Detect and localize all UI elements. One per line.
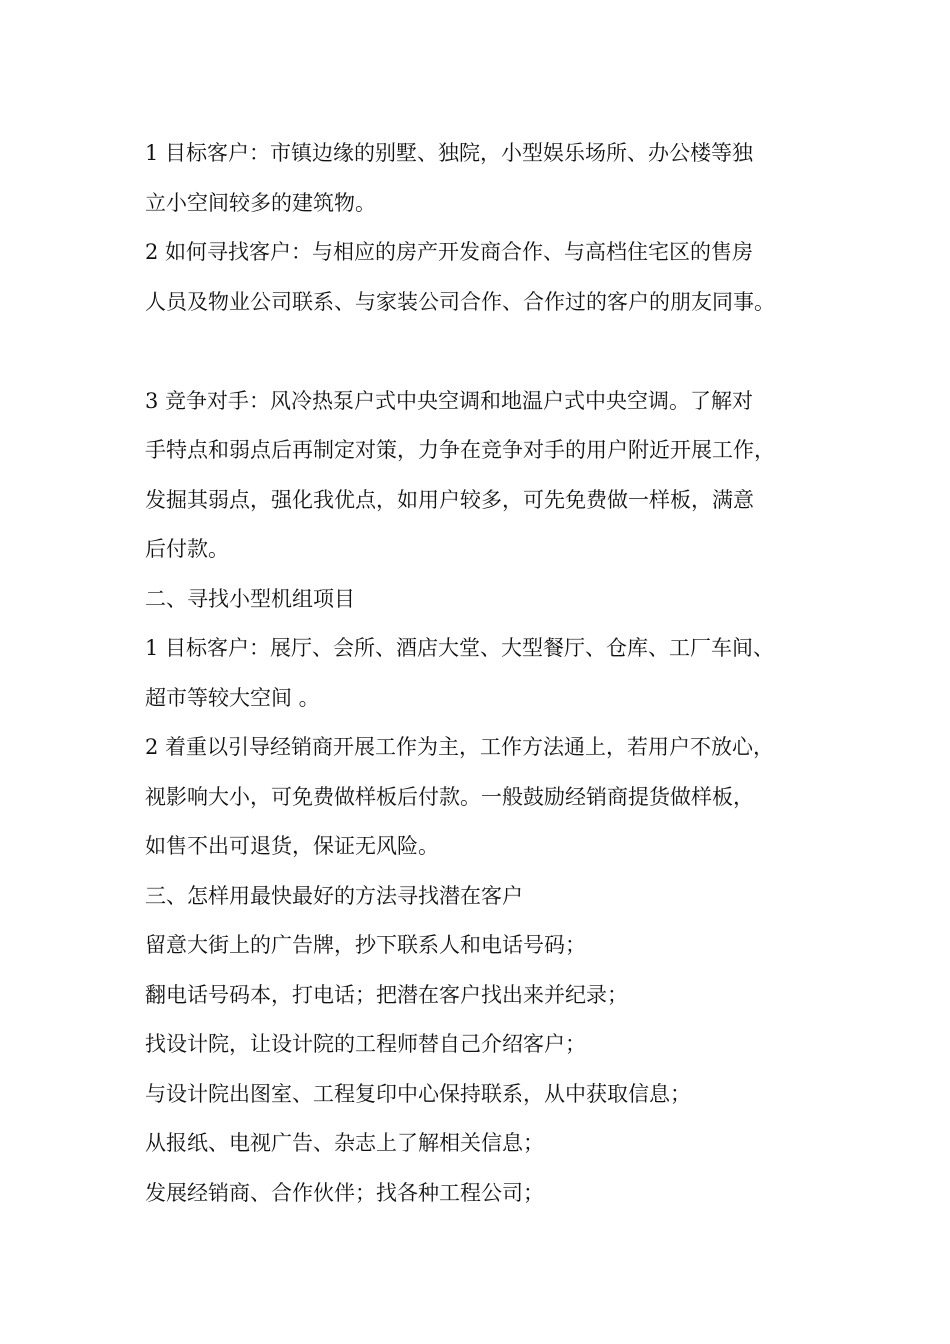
text-line: 视影响大小，可免费做样板后付款。一般鼓励经销商提货做样板， (145, 784, 754, 809)
text-line: 与设计院出图室、工程复印中心保持联系，从中获取信息； (145, 1081, 691, 1106)
text-line: 找设计院，让设计院的工程师替自己介绍客户； (145, 1032, 586, 1056)
text-line: 手特点和弱点后再制定对策，力争在竞争对手的用户附近开展工作， (145, 438, 775, 462)
text-line: 如售不出可退货，保证无风险。 (145, 834, 439, 858)
heading-text: 三、怎样用最快最好的方法寻找潜在客户 (145, 883, 523, 908)
list-item-phonebook (145, 971, 825, 1021)
text-line: 1 目标客户：展厅、会所、酒店大堂、大型餐厅、仓库、工厂车间、 (145, 636, 775, 660)
list-item-media (145, 1119, 825, 1169)
text-line: 1 目标客户：市镇边缘的别墅、独院，小型娱乐场所、办公楼等独 (145, 141, 754, 165)
text-line: 翻电话号码本，打电话；把潜在客户找出来并纪录； (145, 982, 628, 1007)
paragraph-how-to-find-customers (145, 228, 825, 327)
document-body (145, 129, 825, 1218)
section-heading-two (145, 575, 825, 625)
text-line: 超市等较大空间 。 (145, 685, 320, 710)
paragraph-target-customers-2 (145, 624, 825, 723)
list-item-partners (145, 1169, 825, 1219)
list-item-billboards (145, 921, 825, 971)
text-line: 后付款。 (145, 537, 229, 561)
text-line: 2 如何寻找客户：与相应的房产开发商合作、与高档住宅区的售房 (145, 240, 754, 264)
text-line: 人员及物业公司联系、与家装公司合作、合作过的客户的朋友同事。 (145, 289, 775, 314)
text-line: 留意大街上的广告牌，抄下联系人和电话号码； (145, 933, 586, 957)
heading-text: 二、寻找小型机组项目 (145, 586, 355, 611)
list-item-print-rooms (145, 1070, 825, 1120)
text-line: 发展经销商、合作伙伴；找各种工程公司； (145, 1180, 544, 1205)
text-line: 从报纸、电视广告、杂志上了解相关信息； (145, 1131, 544, 1155)
list-item-design-institute (145, 1020, 825, 1070)
blank-line (145, 327, 825, 377)
paragraph-competitors (145, 377, 825, 575)
text-line: 立小空间较多的建筑物。 (145, 190, 376, 215)
paragraph-dealer-focus (145, 723, 825, 872)
text-line: 3 竞争对手：风冷热泵户式中央空调和地温户式中央空调。了解对 (145, 388, 754, 413)
text-line: 发掘其弱点，强化我优点，如用户较多，可先免费做一样板，满意 (145, 487, 754, 512)
paragraph-target-customers-1 (145, 129, 825, 228)
text-line: 2 着重以引导经销商开展工作为主，工作方法通上，若用户不放心， (145, 735, 775, 759)
section-heading-three (145, 872, 825, 922)
